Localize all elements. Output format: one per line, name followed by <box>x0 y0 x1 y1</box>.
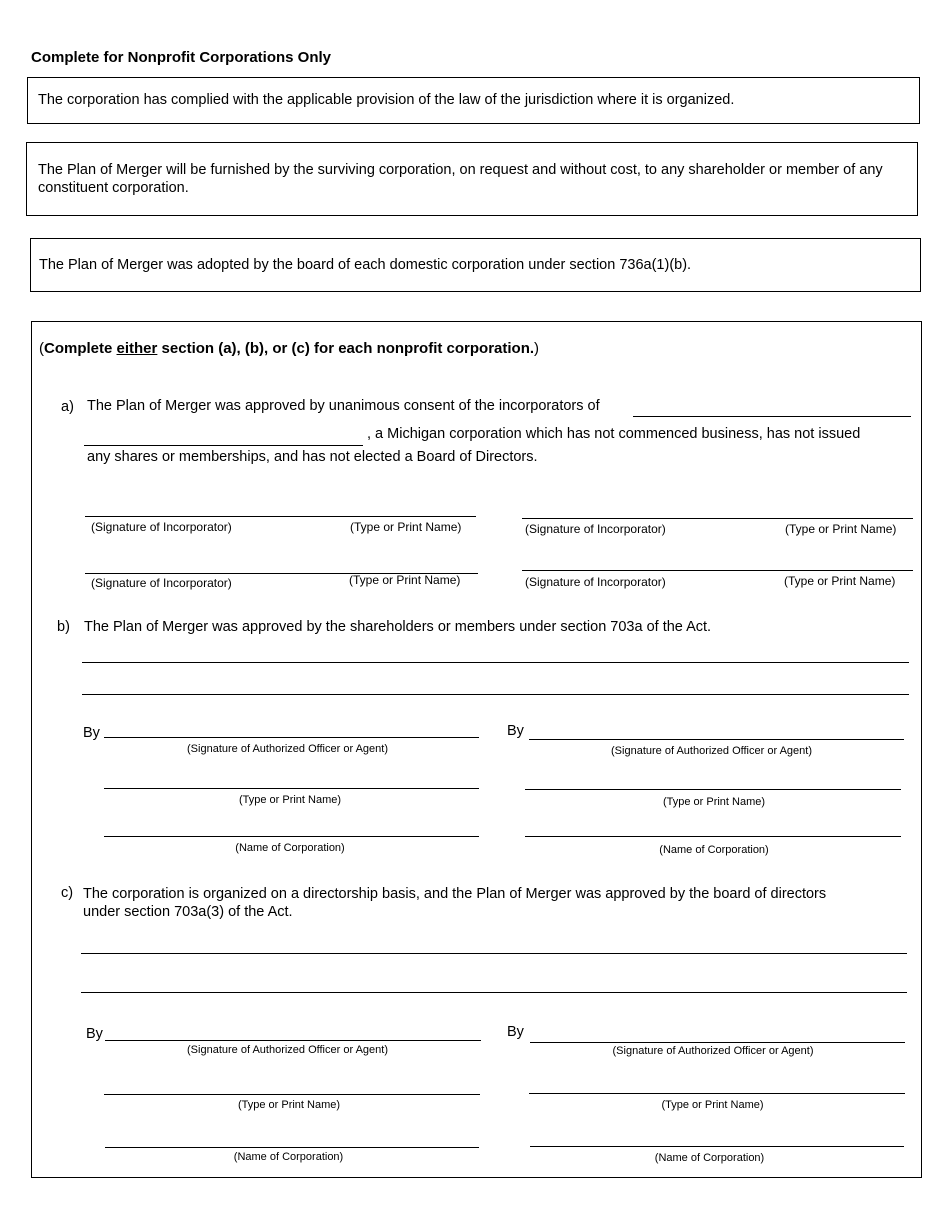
officer-signature-label: (Signature of Authorized Officer or Agent) <box>612 1045 814 1057</box>
officer-signature-label: (Signature of Authorized Officer or Agent) <box>187 743 388 755</box>
corporation-name-label: (Name of Corporation) <box>233 1151 344 1163</box>
corporation-name-label: (Name of Corporation) <box>654 1152 765 1164</box>
incorporator-name-label: (Type or Print Name) <box>350 520 462 534</box>
section-a-corporation-field-2[interactable] <box>84 445 363 446</box>
incorporator-signature-field[interactable] <box>85 516 476 517</box>
section-c-line1: The corporation is organized on a directorship basis, and the Plan of Merger was approved by the board of directors <box>83 886 827 902</box>
statement-plan-furnished <box>26 142 918 216</box>
officer-signature-field[interactable] <box>104 737 479 738</box>
officer-name-label: (Type or Print Name) <box>662 796 766 808</box>
section-b-corporation-field-2[interactable] <box>82 694 909 695</box>
officer-name-field[interactable] <box>104 788 479 789</box>
officer-name-field[interactable] <box>529 1093 905 1094</box>
section-b-letter: b) <box>57 619 70 635</box>
instruction-either: either <box>116 340 158 357</box>
incorporator-signature-field[interactable] <box>522 518 913 519</box>
section-a-corporation-field-1[interactable] <box>633 416 911 417</box>
section-c-line2: under section 703a(3) of the Act. <box>83 904 293 920</box>
statement-plan-adopted <box>30 238 921 292</box>
officer-signature-label: (Signature of Authorized Officer or Agent) <box>187 1044 388 1056</box>
section-a-line3: any shares or memberships, and has not elected a Board of Directors. <box>87 449 538 465</box>
incorporator-signature-label: (Signature of Incorporator) <box>525 575 666 589</box>
corporation-name-label: (Name of Corporation) <box>659 844 769 856</box>
officer-signature-field[interactable] <box>529 739 904 740</box>
officer-name-label: (Type or Print Name) <box>661 1099 764 1111</box>
incorporator-signature-label: (Signature of Incorporator) <box>91 576 232 590</box>
corporation-name-field[interactable] <box>530 1146 904 1147</box>
section-a-letter: a) <box>61 399 74 415</box>
statement-plan-furnished-text: The Plan of Merger will be furnished by the surviving corporation, on request and without cost, to any shareholder or member of any constituent corporation. <box>38 162 883 196</box>
instruction-text: (Complete either section (a), (b), or (c) for each nonprofit corporation.) <box>39 340 540 357</box>
section-c-corporation-field-2[interactable] <box>81 992 907 993</box>
incorporator-signature-label: (Signature of Incorporator) <box>525 522 666 536</box>
section-c-corporation-field-1[interactable] <box>81 953 907 954</box>
incorporator-name-label: (Type or Print Name) <box>785 522 897 536</box>
section-a-line1: The Plan of Merger was approved by unanimous consent of the incorporators of <box>87 398 600 414</box>
section-a-line2: , a Michigan corporation which has not commenced business, has not issued <box>367 426 861 442</box>
corporation-name-label: (Name of Corporation) <box>235 842 345 854</box>
incorporator-name-label: (Type or Print Name) <box>784 574 896 588</box>
corporation-name-field[interactable] <box>525 836 901 837</box>
incorporator-signature-label: (Signature of Incorporator) <box>91 520 232 534</box>
officer-name-label: (Type or Print Name) <box>238 794 342 806</box>
page-heading: Complete for Nonprofit Corporations Only <box>31 49 331 66</box>
statement-plan-adopted-text: The Plan of Merger was adopted by the board of each domestic corporation under section 736a(1)(b). <box>39 257 692 273</box>
incorporator-name-label: (Type or Print Name) <box>349 573 461 587</box>
by-label: By <box>86 1026 103 1042</box>
by-label: By <box>83 725 100 741</box>
section-b-corporation-field-1[interactable] <box>82 662 909 663</box>
officer-name-label: (Type or Print Name) <box>237 1099 341 1111</box>
by-label: By <box>507 1024 524 1040</box>
section-b-text: The Plan of Merger was approved by the shareholders or members under section 703a of the Act. <box>84 619 712 635</box>
officer-signature-label: (Signature of Authorized Officer or Agent) <box>611 745 812 757</box>
by-label: By <box>507 723 524 739</box>
statement-compliance-text: The corporation has complied with the applicable provision of the law of the jurisdiction where it is organized. <box>38 92 735 108</box>
officer-name-field[interactable] <box>104 1094 480 1095</box>
officer-signature-field[interactable] <box>105 1040 481 1041</box>
corporation-name-field[interactable] <box>105 1147 479 1148</box>
officer-signature-field[interactable] <box>530 1042 905 1043</box>
section-c-letter: c) <box>61 885 74 901</box>
incorporator-signature-field[interactable] <box>522 570 913 571</box>
statement-compliance <box>27 77 920 124</box>
officer-name-field[interactable] <box>525 789 901 790</box>
corporation-name-field[interactable] <box>104 836 479 837</box>
